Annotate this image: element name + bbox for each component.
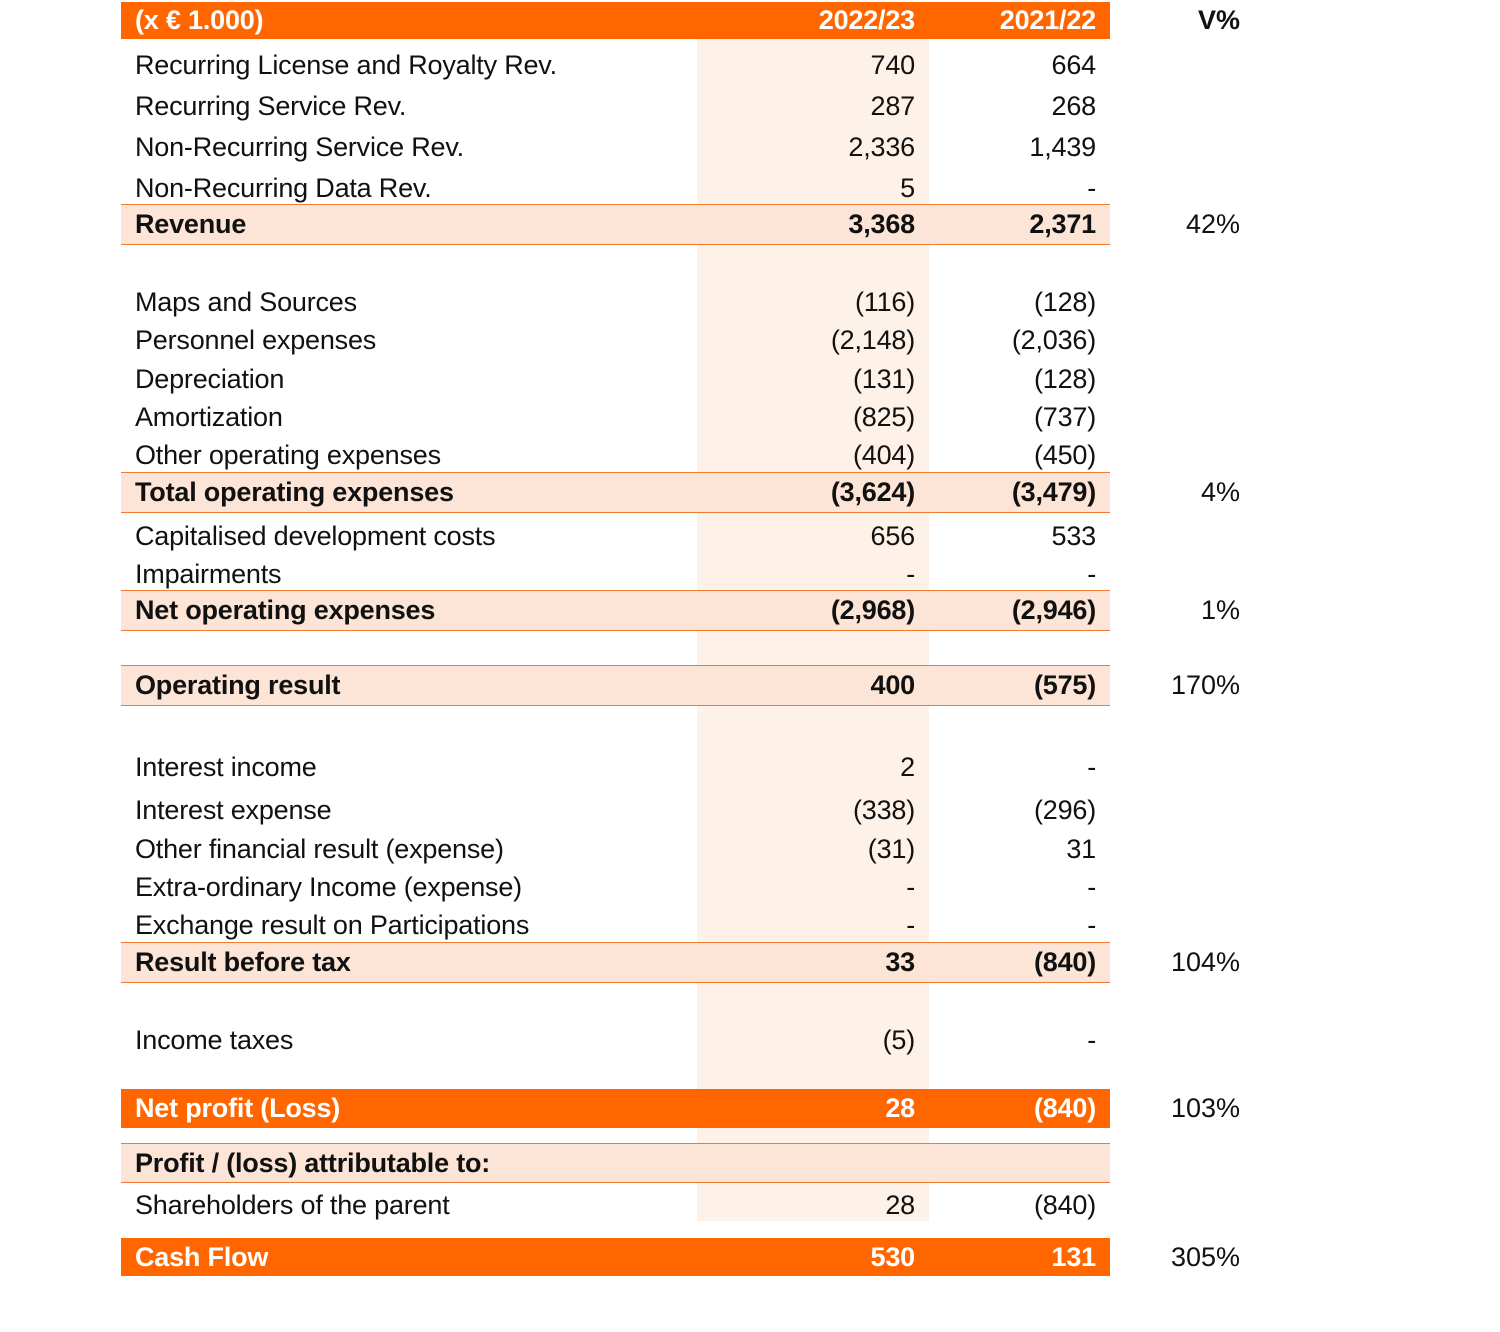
row-current-value: 33 <box>885 947 915 977</box>
row-prior-value: - <box>1087 1024 1096 1055</box>
row-label: Profit / (loss) attributable to: <box>135 1147 491 1178</box>
row-current-value: 400 <box>870 670 915 700</box>
row-prior-value: (2,036) <box>1011 324 1096 355</box>
table-row <box>121 907 1110 943</box>
row-prior-value: (575) <box>1033 670 1096 700</box>
row-current-value: 28 <box>885 1189 915 1220</box>
subtotal-row-net-operating-expenses <box>121 590 1110 631</box>
row-current-value: - <box>906 558 915 589</box>
table-header-row <box>121 2 1110 39</box>
row-current-value: (2,148) <box>830 324 915 355</box>
row-label: Revenue <box>135 209 247 239</box>
row-current-value: 2,336 <box>848 131 915 162</box>
row-label: Income taxes <box>135 1024 294 1055</box>
table-row <box>121 830 1110 868</box>
row-prior-value: (840) <box>1033 1093 1096 1123</box>
row-current-value: (31) <box>867 833 915 864</box>
row-current-value: (404) <box>852 439 915 470</box>
column-header-change: V% <box>1197 5 1240 35</box>
row-current-value: 740 <box>870 49 915 80</box>
row-current-value: 530 <box>870 1241 915 1272</box>
table-row <box>121 748 1110 786</box>
row-prior-value: 664 <box>1051 49 1096 80</box>
row-prior-value: 1,439 <box>1029 131 1096 162</box>
row-label: Shareholders of the parent <box>135 1189 450 1220</box>
row-label: Recurring License and Royalty Rev. <box>135 49 557 80</box>
row-label: Interest income <box>135 751 317 782</box>
column-header-current-year: 2022/23 <box>818 5 915 35</box>
table-row <box>121 170 1110 206</box>
subtotal-row-revenue <box>121 204 1110 245</box>
row-label: Cash Flow <box>135 1241 269 1272</box>
row-prior-value: (296) <box>1033 794 1096 825</box>
table-row <box>121 791 1110 829</box>
row-current-value: (825) <box>852 401 915 432</box>
row-prior-value: (737) <box>1033 401 1096 432</box>
row-prior-value: (3,479) <box>1011 477 1096 507</box>
row-prior-value: - <box>1087 172 1096 203</box>
subtotal-row-total-operating-expenses <box>121 472 1110 513</box>
unit-label: (x € 1.000) <box>135 5 264 35</box>
row-current-value: - <box>906 909 915 940</box>
row-change-value: 170% <box>1170 670 1240 700</box>
row-label: Maps and Sources <box>135 286 357 317</box>
row-change-value: 305% <box>1170 1241 1240 1272</box>
row-current-value: (338) <box>852 794 915 825</box>
table-row <box>121 1021 1110 1059</box>
row-prior-value: (2,946) <box>1011 595 1096 625</box>
table-row <box>121 517 1110 555</box>
row-current-value: 3,368 <box>848 209 915 239</box>
row-label: Net profit (Loss) <box>135 1093 341 1123</box>
highlight-row-net-profit <box>121 1089 1110 1128</box>
row-prior-value: (450) <box>1033 439 1096 470</box>
row-current-value: 28 <box>885 1093 915 1123</box>
row-label: Exchange result on Participations <box>135 909 530 940</box>
row-label: Other operating expenses <box>135 439 441 470</box>
row-current-value: (131) <box>852 363 915 394</box>
row-prior-value: (128) <box>1033 363 1096 394</box>
row-current-value: (5) <box>882 1024 915 1055</box>
row-prior-value: 533 <box>1051 520 1096 551</box>
row-prior-value: (128) <box>1033 286 1096 317</box>
table-row <box>121 556 1110 592</box>
row-current-value: 287 <box>870 90 915 121</box>
row-label: Net operating expenses <box>135 595 436 625</box>
row-current-value: (2,968) <box>830 595 915 625</box>
row-change-value: 42% <box>1185 209 1240 239</box>
row-label: Non-Recurring Service Rev. <box>135 131 464 162</box>
subtotal-row-result-before-tax <box>121 942 1110 983</box>
row-current-value: 5 <box>900 172 915 203</box>
row-prior-value: 2,371 <box>1029 209 1096 239</box>
table-row <box>121 437 1110 473</box>
table-row <box>121 868 1110 906</box>
row-label: Other financial result (expense) <box>135 833 504 864</box>
row-label: Operating result <box>135 670 341 700</box>
row-change-value: 103% <box>1170 1093 1240 1123</box>
row-prior-value: (840) <box>1033 947 1096 977</box>
row-prior-value: 31 <box>1066 833 1096 864</box>
row-label: Capitalised development costs <box>135 520 496 551</box>
table-row <box>121 1186 1110 1224</box>
table-row <box>121 398 1110 436</box>
row-prior-value: - <box>1087 558 1096 589</box>
highlight-row-cash-flow <box>121 1238 1110 1276</box>
section-row-attribution <box>121 1143 1110 1183</box>
row-label: Impairments <box>135 558 282 589</box>
row-change-value: 104% <box>1170 947 1240 977</box>
table-row <box>121 87 1110 125</box>
row-change-value: 4% <box>1200 477 1240 507</box>
table-row <box>121 321 1110 359</box>
row-current-value: (116) <box>854 286 915 317</box>
row-prior-value: - <box>1087 909 1096 940</box>
row-change-value: 1% <box>1200 595 1240 625</box>
row-label: Depreciation <box>135 363 285 394</box>
row-label: Interest expense <box>135 794 332 825</box>
row-prior-value: 268 <box>1051 90 1096 121</box>
row-current-value: (3,624) <box>830 477 915 507</box>
row-prior-value: 131 <box>1051 1241 1096 1272</box>
row-prior-value: - <box>1087 871 1096 902</box>
row-prior-value: - <box>1087 751 1096 782</box>
row-label: Personnel expenses <box>135 324 377 355</box>
table-row <box>121 46 1110 84</box>
subtotal-row-operating-result <box>121 665 1110 706</box>
row-label: Extra-ordinary Income (expense) <box>135 871 522 902</box>
row-current-value: 2 <box>900 751 915 782</box>
row-label: Total operating expenses <box>135 477 454 507</box>
row-current-value: 656 <box>870 520 915 551</box>
row-label: Recurring Service Rev. <box>135 90 407 121</box>
row-prior-value: (840) <box>1033 1189 1096 1220</box>
row-current-value: - <box>906 871 915 902</box>
table-row <box>121 128 1110 166</box>
row-label: Amortization <box>135 401 283 432</box>
row-label: Non-Recurring Data Rev. <box>135 172 432 203</box>
row-label: Result before tax <box>135 947 351 977</box>
table-row <box>121 283 1110 321</box>
column-header-prior-year: 2021/22 <box>999 5 1096 35</box>
table-row <box>121 360 1110 398</box>
